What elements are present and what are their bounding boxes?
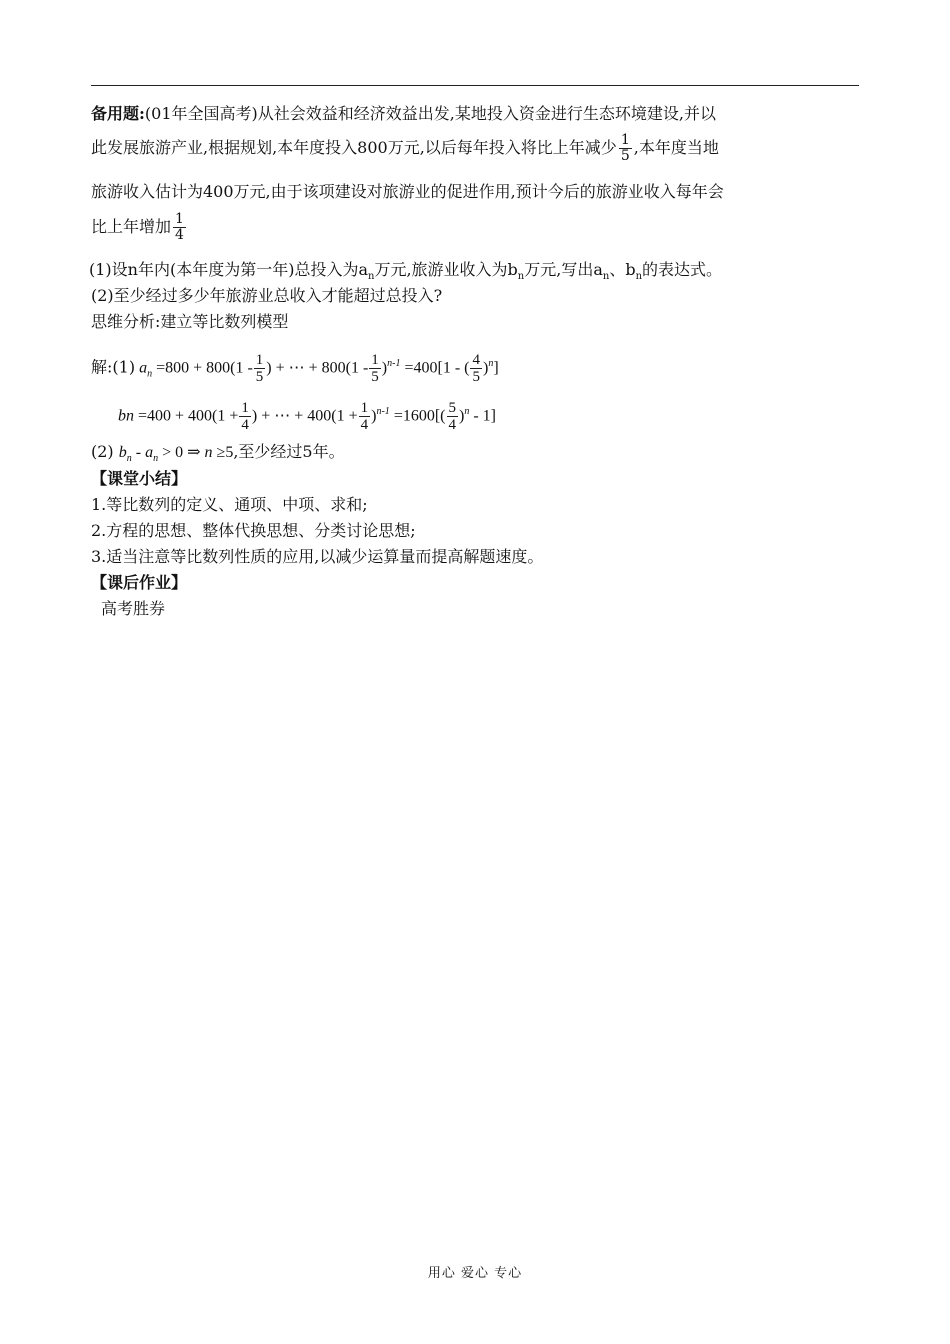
eq1-part-2: ) + ⋯ + 800(1 - xyxy=(266,359,369,377)
q1-sub-a: n xyxy=(368,271,375,283)
eq2-exponent-1: n-1 xyxy=(376,406,390,417)
eq1-frac-3-den: 5 xyxy=(472,369,480,386)
q1-text-e: 的表达式。 xyxy=(642,260,723,279)
q1-sub-b: n xyxy=(517,271,525,283)
eq1-frac-1-num: 1 xyxy=(255,352,264,369)
summary-item: 3.适当注意等比数列性质的应用,以减少运算量而提高解题速度。 xyxy=(91,547,544,566)
fraction-one-fifth xyxy=(619,133,632,164)
q1-text-a: (1)设n年内(本年度为第一年)总投入为a xyxy=(89,260,368,279)
fraction-denominator: 5 xyxy=(620,148,630,164)
eq2-part-4: - 1] xyxy=(473,407,496,425)
part2-ge: ≥5 xyxy=(216,444,234,461)
eq1-lhs-sub: n xyxy=(147,368,153,380)
eq2-frac-2-den: 4 xyxy=(360,417,369,434)
eq1-exponent-1: n-1 xyxy=(387,358,401,369)
problem-line-3 xyxy=(91,182,724,202)
solution-eq-2: bn =400 + 400(1 + $\frac{1}{4}$ ) + ⋯ + 400(1 + $\frac{1}{4}$ )$^{n-1}$ =1600[( $\frac{5}{4}$ )$^n$ - 1] xyxy=(118,400,496,434)
eq2-frac-3 xyxy=(447,400,459,433)
eq2-part-3: =1600[( xyxy=(393,407,446,425)
part2-n: n xyxy=(204,444,213,461)
page-footer: 用心 爱心 专心 xyxy=(427,1266,523,1281)
eq2-frac-3-den: 4 xyxy=(448,417,456,434)
problem-text-4a: 比上年增加 xyxy=(91,217,172,236)
eq2-frac-2-num: 1 xyxy=(360,400,369,417)
q1-text-b: 万元,旅游业收入为b xyxy=(374,260,518,279)
eq1-part-3: =400[1 - ( xyxy=(404,359,470,377)
problem-text-1: (01年全国高考)从社会效益和经济效益出发,某地投入资金进行生态环境建设,并以 xyxy=(144,104,716,123)
summary-item: 2.方程的思想、整体代换思想、分类讨论思想; xyxy=(91,521,416,540)
eq2-frac-1-den: 4 xyxy=(241,417,249,434)
problem-text-3: 旅游收入估计为400万元,由于该项建设对旅游业的促进作用,预计今后的旅游业收入每年会 xyxy=(91,182,724,201)
q1-text-c: 万元,写出a xyxy=(524,260,603,279)
homework-title: 【课后作业】 xyxy=(91,573,188,592)
part2-implies: > 0 ⇒ xyxy=(162,444,201,461)
eq2-exponent-2: n xyxy=(464,406,470,417)
summary-title: 【课堂小结】 xyxy=(91,469,188,488)
eq2-frac-2 xyxy=(359,400,371,433)
eq2-lhs: bn xyxy=(118,407,134,425)
part2-label: (2) xyxy=(91,442,114,461)
eq2-part-1: =400 + 400(1 + xyxy=(138,407,239,425)
eq1-lhs: a xyxy=(139,359,148,377)
eq2-part-2: ) + ⋯ + 400(1 + xyxy=(251,407,358,425)
header-rule xyxy=(91,85,859,86)
part2-math xyxy=(118,444,234,465)
eq1-frac-2 xyxy=(369,352,381,385)
fraction-numerator: 1 xyxy=(620,132,630,148)
problem-line-4 xyxy=(91,212,188,243)
analysis-line: 思维分析:建立等比数列模型 xyxy=(91,312,289,331)
q1-sub-d: n xyxy=(635,271,643,283)
eq1-frac-3-num: 4 xyxy=(472,352,480,369)
problem-label: 备用题: xyxy=(91,104,145,123)
eq2-frac-1-num: 1 xyxy=(241,400,249,417)
part2-b-sub: n xyxy=(126,453,132,465)
part2-b: b xyxy=(118,444,127,461)
question-1 xyxy=(89,260,722,287)
part2-text: ,至少经过5年。 xyxy=(233,442,345,461)
q1-text-d: 、b xyxy=(609,260,636,279)
summary-item: 1.等比数列的定义、通项、中项、求和; xyxy=(91,495,368,514)
q1-sub-c: n xyxy=(602,271,610,283)
fraction-numerator: 1 xyxy=(175,211,184,227)
problem-line-1 xyxy=(91,104,716,124)
eq1-frac-1-den: 5 xyxy=(255,369,264,386)
part2-a-sub: n xyxy=(153,453,159,465)
eq1-frac-2-num: 1 xyxy=(371,352,379,369)
eq2-frac-1 xyxy=(239,400,251,433)
eq2-frac-3-num: 5 xyxy=(448,400,456,417)
question-2: (2)至少经过多少年旅游业总收入才能超过总投入? xyxy=(91,286,443,305)
problem-line-2 xyxy=(91,133,719,164)
solution-part-2 xyxy=(91,442,345,469)
eq1-exponent-2: n xyxy=(488,358,494,369)
eq1-part-1: =800 + 800(1 - xyxy=(156,359,253,377)
fraction-denominator: 4 xyxy=(175,227,184,243)
eq1-part-4: ] xyxy=(493,359,499,377)
solution-eq-1: 解:(1) $a_n =800 + 800(1$ - $\frac{1}{5}$ ) + ⋯ + 800(1 - $\frac{1}{5}$ )$^{n-1}$ =400[1 - ( $\frac{4}{5}$ )$^n$] xyxy=(91,352,499,386)
problem-text-2a: 此发展旅游产业,根据规划,本年度投入800万元,以后每年投入将比上年减少 xyxy=(91,138,617,157)
homework-text: 高考胜券 xyxy=(101,599,166,618)
eq1-frac-3 xyxy=(470,352,482,385)
part2-minus: - xyxy=(135,444,142,461)
eq1-frac-2-den: 5 xyxy=(371,369,379,386)
solution-label: 解:(1) xyxy=(91,357,136,377)
eq1-frac-1 xyxy=(254,352,266,385)
part2-a: a xyxy=(145,444,154,461)
problem-text-2b: ,本年度当地 xyxy=(633,138,719,157)
fraction-one-quarter xyxy=(173,212,186,243)
